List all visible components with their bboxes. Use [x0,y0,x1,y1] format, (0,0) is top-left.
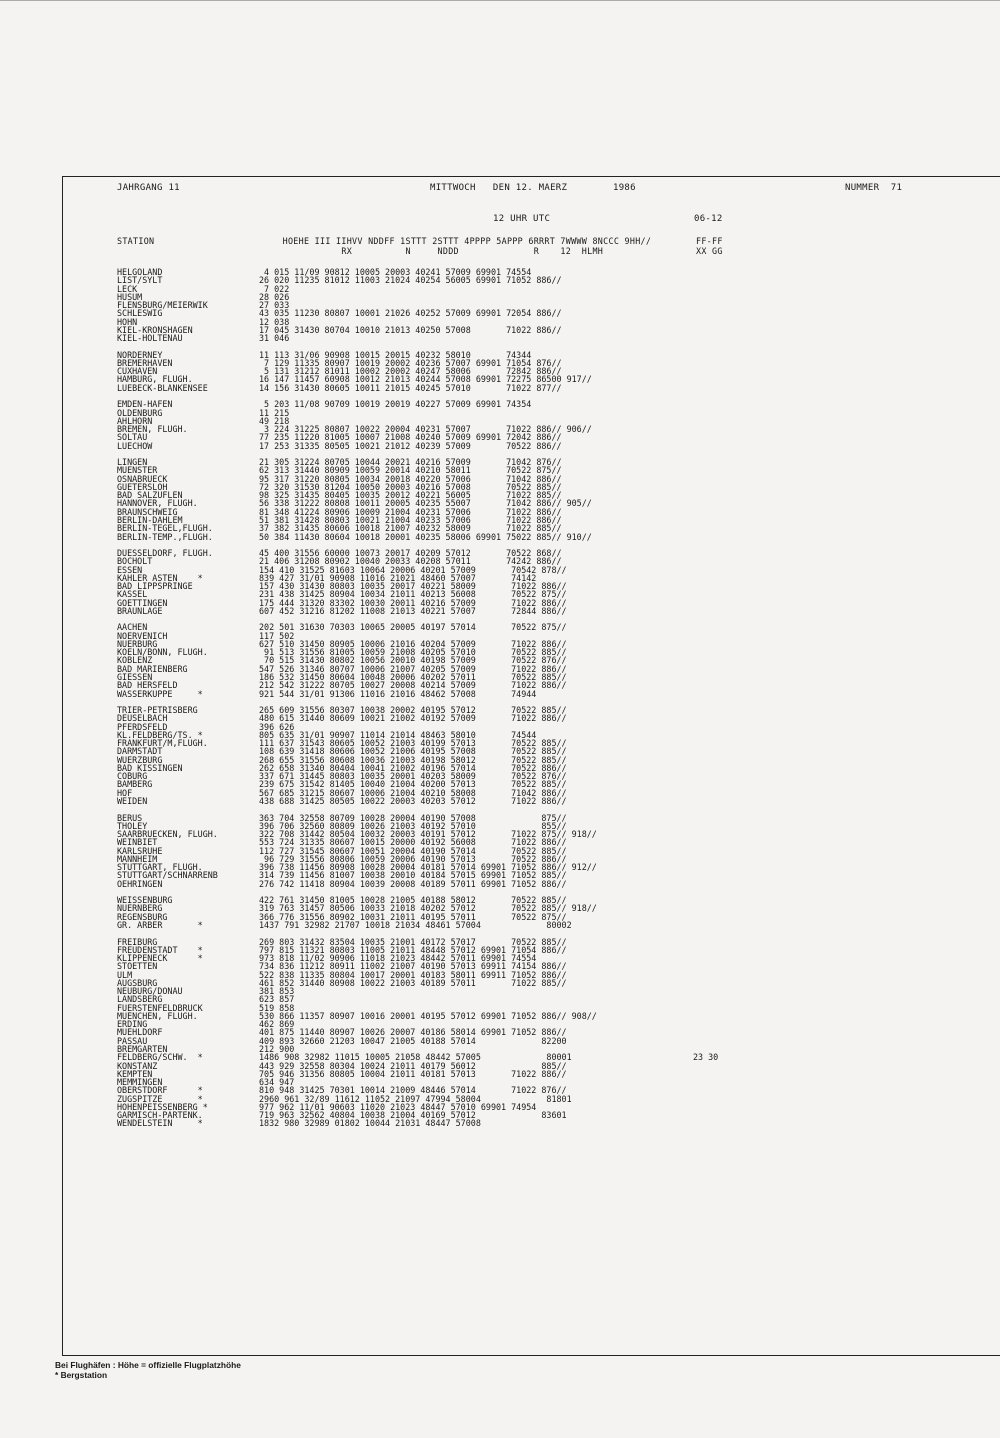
station-name: DEUSELBACH [117,713,168,724]
station-data: 21 305 31224 80705 10044 20021 40216 57009 71042 876// [259,457,562,468]
station-name: BERLIN-TEGEL,FLUGH. [117,523,213,534]
station-name: FELDBERG/SCHW. * [117,1052,203,1063]
station-data: 43 035 11230 80807 10001 21026 40252 57009 69901 72054 886// [259,308,562,319]
table-row [117,400,937,408]
station-data: 977 962 11/01 90603 11020 21023 48447 57010 69901 74954 [259,1101,537,1112]
station-name: COBURG [117,771,148,782]
table-row [117,607,937,615]
station-name: FLENSBURG/MEIERWIK [117,300,208,311]
table-row [117,623,937,631]
station-data: 81 348 41224 80906 10009 21004 40231 57006 71022 886// [259,506,562,517]
station-name: BERLIN-TEMP.,FLUGH. [117,531,213,542]
station-name: MUENSTER [117,465,158,476]
station-data: 70 515 31430 80802 10056 20010 40198 57009 70522 876// [259,655,567,666]
station-name: STUTTGART, FLUGH. [117,862,203,873]
station-data: 17 253 31335 80505 10021 21012 40239 57009 70522 886// [259,440,562,451]
station-name: WENDELSTEIN * [117,1118,203,1129]
station-data: 337 671 31445 80803 10035 20001 40203 58009 70522 876// [259,771,567,782]
table-row [117,714,937,722]
station-data: 921 544 31/01 91306 11016 21016 48462 57008 74944 [259,688,537,699]
station-data: 175 444 31320 83302 10030 20011 40216 57009 71022 886// [259,597,567,608]
station-data: 14 156 31430 80605 10011 21015 40245 57010 71022 877// [259,382,562,393]
station-data: 154 410 31525 81603 10064 20006 40201 57009 70542 878// [259,564,567,575]
station-name: KONSTANZ [117,1060,158,1071]
station-data: 27 033 [259,300,290,311]
station-name: KOELN/BONN, FLUGH. [117,647,208,658]
station-name: OEHRINGEN [117,878,163,889]
jahrgang-label: JAHRGANG 11 [117,183,180,193]
station-name: BAD HERSFELD [117,680,178,691]
station-data: 3 224 31225 80807 10022 20004 40231 57007 71022 886// 906// [259,424,592,435]
station-table [117,268,937,1128]
table-row [117,1111,937,1119]
station-data: 519 858 [259,1002,295,1013]
station-data: 56 338 31222 80808 10011 20005 40235 55007 71042 886// 905// [259,498,592,509]
station-name: BREMERHAVEN [117,357,173,368]
station-data: 268 655 31556 80608 10036 21003 40198 58012 70522 885// [259,754,567,765]
station-name: PFERDSFELD [117,721,168,732]
station-data: 322 708 31442 80504 10032 20003 40191 57012 71022 875// 918// [259,829,597,840]
station-name: NUERNBERG [117,903,163,914]
table-row [117,326,937,334]
table-row [117,1070,937,1078]
station-data: 111 637 31543 80605 10052 21003 40199 57013 70522 885// [259,738,567,749]
station-name: HANNOVER, FLUGH. [117,498,198,509]
station-data: 157 430 31430 80803 10035 20017 40221 58009 71022 886// [259,581,567,592]
station-name: DUESSELDORF, FLUGH. [117,548,213,559]
observation-time: 12 UHR UTC [493,214,551,224]
station-data: 438 688 31425 80505 10022 20003 40203 57012 71022 886// [259,796,567,806]
station-data: 401 875 11440 80907 10026 20007 40186 58014 69901 71052 886// [259,1027,567,1038]
station-name: OSNABRUECK [117,473,168,484]
station-data: 186 532 31450 80604 10048 20006 40202 57011 70522 885// [259,672,567,683]
station-data: 96 729 31556 80806 10059 20006 40190 57013 70522 886// [259,853,567,864]
station-data: 112 727 31545 80607 10051 20004 40190 57014 70522 885// [259,845,567,856]
station-data: 16 147 11457 60908 10012 21013 40244 57008 69901 72275 86500 917// [259,374,592,385]
station-data: 443 929 32558 80304 10024 21011 40179 56012 885// [259,1060,567,1071]
station-name: SOLTAU [117,432,148,443]
station-name: HOF [117,787,133,798]
station-data: 461 852 31440 80908 10022 21003 40189 57011 71022 885// [259,977,567,988]
station-name: KL.FELDBERG/TS. * [117,729,203,740]
station-data: 797 815 11321 80803 11005 21011 48448 57012 69901 71054 886// [259,944,567,955]
station-name: BRAUNLAGE [117,605,163,616]
station-data: 319 763 31457 80506 10033 21018 40202 57012 70522 885// 918// [259,903,597,914]
station-data: 11 113 31/06 90908 10015 20015 40232 58010 74344 [259,349,532,360]
station-name: STUTTGART/SCHNARRENB [117,870,218,881]
station-data: 21 406 31208 80902 10040 20033 40208 57011 74242 886// [259,556,562,567]
station-name: KOBLENZ [117,655,153,666]
station-name: REGENSBURG [117,911,168,922]
station-name: BAD MARIENBERG [117,663,188,674]
table-row [117,285,937,293]
station-data: 72 320 31530 81204 10050 20003 40216 57008 70522 885// [259,481,562,492]
station-data: 31 046 [259,333,290,344]
station-name: KASSEL [117,589,148,600]
station-name: LUECHOW [117,440,153,451]
table-row [117,309,937,317]
station-name: SAARBRUECKEN, FLUGH. [117,829,218,840]
table-row [117,293,937,301]
station-name: BREMEN, FLUGH. [117,424,188,435]
station-name: HELGOLAND [117,267,163,277]
station-data: 627 510 31450 80905 10006 21016 40204 57009 71022 886// [259,638,567,649]
station-data: 839 427 31/01 90908 11016 21021 48460 57007 74142 [259,572,537,583]
station-data: 5 203 11/08 90709 10019 20019 40227 57009 69901 74354 [259,399,532,410]
station-name: BAMBERG [117,779,153,790]
station-name: FREUDENSTADT * [117,944,203,955]
station-data: 231 438 31425 80904 10034 21011 40213 56008 70522 875// [259,589,567,600]
station-name: GOETTINGEN [117,597,168,608]
station-name: MUEHLDORF [117,1027,163,1038]
station-data: 381 853 [259,986,295,997]
station-data: 95 317 31220 80805 10034 20018 40220 57006 71042 886// [259,473,562,484]
station-data: 202 501 31630 70303 10065 20005 40197 57014 70522 875// [259,622,567,633]
station-data: 522 838 11335 80804 10017 20001 40183 58011 69911 71052 886// [259,969,567,980]
table-row [117,987,937,995]
table-row [117,409,937,417]
station-data: 547 526 31346 80707 10006 21007 40205 57009 71022 886// [259,663,567,674]
station-name: BAD SALZUFLEN [117,490,183,501]
table-row [117,1012,937,1020]
footnote-airports: Bei Flughäfen : Höhe = offizielle Flugplatzhöhe [55,1360,241,1370]
station-data: 1486 908 32982 11015 10005 21058 48442 57005 80001 [259,1052,572,1063]
station-data: 7 022 [259,283,290,294]
station-name: THOLEY [117,820,148,831]
station-data: 607 452 31216 81202 11008 21013 40221 57007 72844 886// [259,605,567,616]
station-data: 4 015 11/09 90812 10005 20003 40241 57009 69901 74554 [259,267,532,277]
station-name: LINGEN [117,457,148,468]
station-data: 366 776 31556 80902 10031 21011 40195 57011 70522 875// [259,911,567,922]
table-row [117,880,937,888]
station-data: 409 893 32660 21203 10047 21005 40188 57014 82200 [259,1035,567,1046]
station-name: FUERSTENFELDBRUCK [117,1002,203,1013]
column-header-line1: STATION HOEHE III IIHVV NDDFF 1STTT 2STTT 4PPPP 5APPP 6RRRT 7WWWW 8NCCC 9HH// [117,236,652,246]
station-data: 530 866 11357 80907 10016 20001 40195 57012 69901 71052 886// 908// [259,1010,597,1021]
station-data: 1832 980 32989 01802 10044 21031 48447 57008 [259,1118,481,1129]
station-data: 265 609 31556 80307 10038 20002 40195 57012 70522 885// [259,705,567,716]
station-name: HUSUM [117,291,143,302]
station-name: AHLHORN [117,415,153,426]
station-name: WEINBIET [117,837,158,848]
station-data: 5 131 31212 81011 10002 20002 40247 58006 72842 886// [259,366,562,377]
station-data: 108 639 31418 80606 10052 21006 40195 57008 70522 885// [259,746,567,757]
table-row [117,979,937,987]
station-name: FREIBURG [117,936,158,947]
table-row [117,921,937,929]
date-label: MITTWOCH DEN 12. MAERZ 1986 [430,183,636,193]
station-name: NUERBURG [117,638,158,649]
station-data: 11 215 [259,407,290,418]
station-data: 37 382 31435 80606 10018 21007 40232 58009 71022 885// [259,523,562,534]
station-data: 462 869 [259,1019,295,1030]
station-data: 212 900 [259,1043,295,1054]
station-name: BERUS [117,812,143,823]
ff-value: 23 30 [693,1052,719,1063]
station-name: AUGSBURG [117,977,158,988]
station-name: OLDENBURG [117,407,163,418]
station-name: MANNHEIM [117,853,158,864]
footnote-mountain-station: * Bergstation [55,1370,108,1380]
station-data: 634 947 [259,1077,295,1088]
station-data: 2960 961 32/89 11612 11052 21097 47994 58004 81801 [259,1093,572,1104]
station-data: 276 742 11418 80904 10039 20008 40189 57011 69901 71052 886// [259,878,567,889]
station-name: WEISSENBURG [117,895,173,906]
issue-number: NUMMER 71 [845,183,903,193]
station-name: FRANKFURT/M,FLUGH. [117,738,208,749]
station-name: SCHLESWIG [117,308,163,319]
table-row [117,1119,937,1127]
station-name: LANDSBERG [117,994,163,1005]
station-name: HOHN [117,316,138,327]
ff-time-range: 06-12 [694,214,723,224]
station-data: 17 045 31430 80704 10010 21013 40250 57008 71022 886// [259,324,562,335]
station-data: 810 948 31425 70301 10014 21009 48446 57014 71022 876// [259,1085,567,1096]
column-header-line2: RX N NDDD R 12 HLMH [117,246,604,256]
station-name: HOHENPEISSENBERG * [117,1101,208,1112]
table-row [117,1037,937,1045]
station-data: 396 738 11456 80908 10028 20004 40181 57014 69901 71052 886// 912// [259,862,597,873]
station-data: 12 038 [259,316,290,327]
station-data: 212 542 31222 80705 10027 20008 40214 57009 71022 886// [259,680,567,691]
station-name: STOETTEN [117,961,158,972]
station-data: 77 235 11220 81005 10007 21008 40240 57009 69901 72042 886// [259,432,562,443]
station-data: 49 218 [259,415,290,426]
table-row [117,995,937,1003]
ff-header-line1: FF-FF [696,236,723,246]
station-name: DARMSTADT [117,746,163,757]
table-row [117,533,937,541]
station-name: KEMPTEN [117,1068,153,1079]
station-name: ZUGSPITZE * [117,1093,203,1104]
station-data: 719 963 32562 40804 10038 21004 40169 57012 83601 [259,1110,567,1121]
station-data: 805 635 31/01 90907 11014 21014 48463 58010 74544 [259,729,537,740]
station-name: WASSERKUPPE * [117,688,203,699]
station-data: 50 384 11430 80604 10018 20001 40235 58006 69901 75022 885// 910// [259,531,592,542]
station-data: 117 502 [259,630,295,641]
station-data: 314 739 11456 81007 10038 20010 40184 57015 69901 71052 885// [259,870,567,881]
station-name: NOERVENICH [117,630,168,641]
station-data: 623 857 [259,994,295,1005]
station-name: AACHEN [117,622,148,633]
station-name: BAD KISSINGEN [117,762,183,773]
station-data: 269 803 31432 83504 10035 21001 40172 57017 70522 885// [259,936,567,947]
station-data: 7 129 11335 80907 10019 20002 40236 57007 69901 71054 876// [259,357,562,368]
station-name: GARMISCH-PARTENK. [117,1110,203,1121]
table-row [117,442,937,450]
station-name: MEMMINGEN [117,1077,163,1088]
station-name: TRIER-PETRISBERG [117,705,198,716]
station-name: KIEL-HOLTENAU [117,333,183,344]
station-data: 262 658 31340 80404 10041 21002 40196 57014 70522 886// [259,762,567,773]
station-name: KARLSRUHE [117,845,163,856]
station-name: PASSAU [117,1035,148,1046]
station-data: 734 836 11212 80911 11002 21007 40190 57013 69911 74154 886// [259,961,567,972]
station-name: KIEL-KRONSHAGEN [117,324,193,335]
station-name: HAMBURG, FLUGH. [117,374,193,385]
station-data: 553 724 31335 80607 10015 20000 40192 56008 71022 886// [259,837,567,848]
table-row [117,276,937,284]
station-name: OBERSTDORF * [117,1085,203,1096]
station-data: 973 818 11/02 90906 11018 21023 48442 57011 69901 74554 [259,953,537,964]
station-data: 396 706 32560 80809 10026 21003 40192 57010 855// [259,820,567,831]
station-name: BERLIN-DAHLEM [117,514,183,525]
station-name: KAHLER ASTEN * [117,572,203,583]
station-data: 480 615 31440 80609 10021 21002 40192 57009 71022 886// [259,713,567,724]
station-name: NEUBURG/DONAU [117,986,183,997]
table-row [117,384,937,392]
station-data: 26 020 11235 81012 11003 21024 40254 56005 69901 71052 886// [259,275,562,286]
station-name: BAD LIPPSPRINGE [117,581,193,592]
ff-header-line2: XX GG [696,246,723,256]
station-name: NORDERNEY [117,349,163,360]
station-name: ERDING [117,1019,148,1030]
page-top-rule [0,0,1000,4]
station-data: 62 313 31440 80909 10059 20014 40210 58011 70522 875// [259,465,562,476]
station-name: MUENCHEN, FLUGH. [117,1010,198,1021]
table-row [117,690,937,698]
station-name: KLIPPENECK * [117,953,203,964]
station-name: BOCHOLT [117,556,153,567]
station-data: 28 026 [259,291,290,302]
station-data: 705 946 31356 80805 10004 21011 40181 57013 71022 886// [259,1068,567,1079]
station-name: GR. ARBER * [117,919,203,930]
station-name: ULM [117,969,133,980]
station-data: 363 704 32558 80709 10028 20004 40190 57008 875// [259,812,567,823]
station-name: WUERZBURG [117,754,163,765]
station-data: 422 761 31450 81005 10028 21005 40188 58012 70522 885// [259,895,567,906]
station-name: GUETERSLOH [117,481,168,492]
station-name: LIST/SYLT [117,275,163,286]
station-name: WEIDEN [117,796,148,806]
station-name: GIESSEN [117,672,153,683]
station-data: 98 325 31435 80405 10035 20012 40221 56005 71022 885// [259,490,562,501]
station-data: 239 675 31542 81405 10040 21004 40200 57013 70522 885// [259,779,567,790]
station-data: 91 513 31556 81005 10059 21008 40205 57010 70522 885// [259,647,567,658]
table-row [117,334,937,342]
station-name: LECK [117,283,138,294]
station-name: EMDEN-HAFEN [117,399,173,410]
station-name: LUEBECK-BLANKENSEE [117,382,208,393]
table-row [117,797,937,805]
station-data: 51 381 31428 80803 10021 21004 40233 57006 71022 886// [259,514,562,525]
station-name: BRAUNSCHWEIG [117,506,178,517]
station-data: 567 685 31215 80607 10006 21004 40210 58008 71042 886// [259,787,567,798]
station-name: CUXHAVEN [117,366,158,377]
station-data: 45 400 31556 60000 10073 20017 40209 57012 70522 868// [259,548,562,559]
station-name: BREMGARTEN [117,1043,168,1054]
station-data: 396 626 [259,721,295,732]
station-name: ESSEN [117,564,143,575]
station-data: 1437 791 32982 21707 10018 21034 48461 57004 80002 [259,919,572,930]
